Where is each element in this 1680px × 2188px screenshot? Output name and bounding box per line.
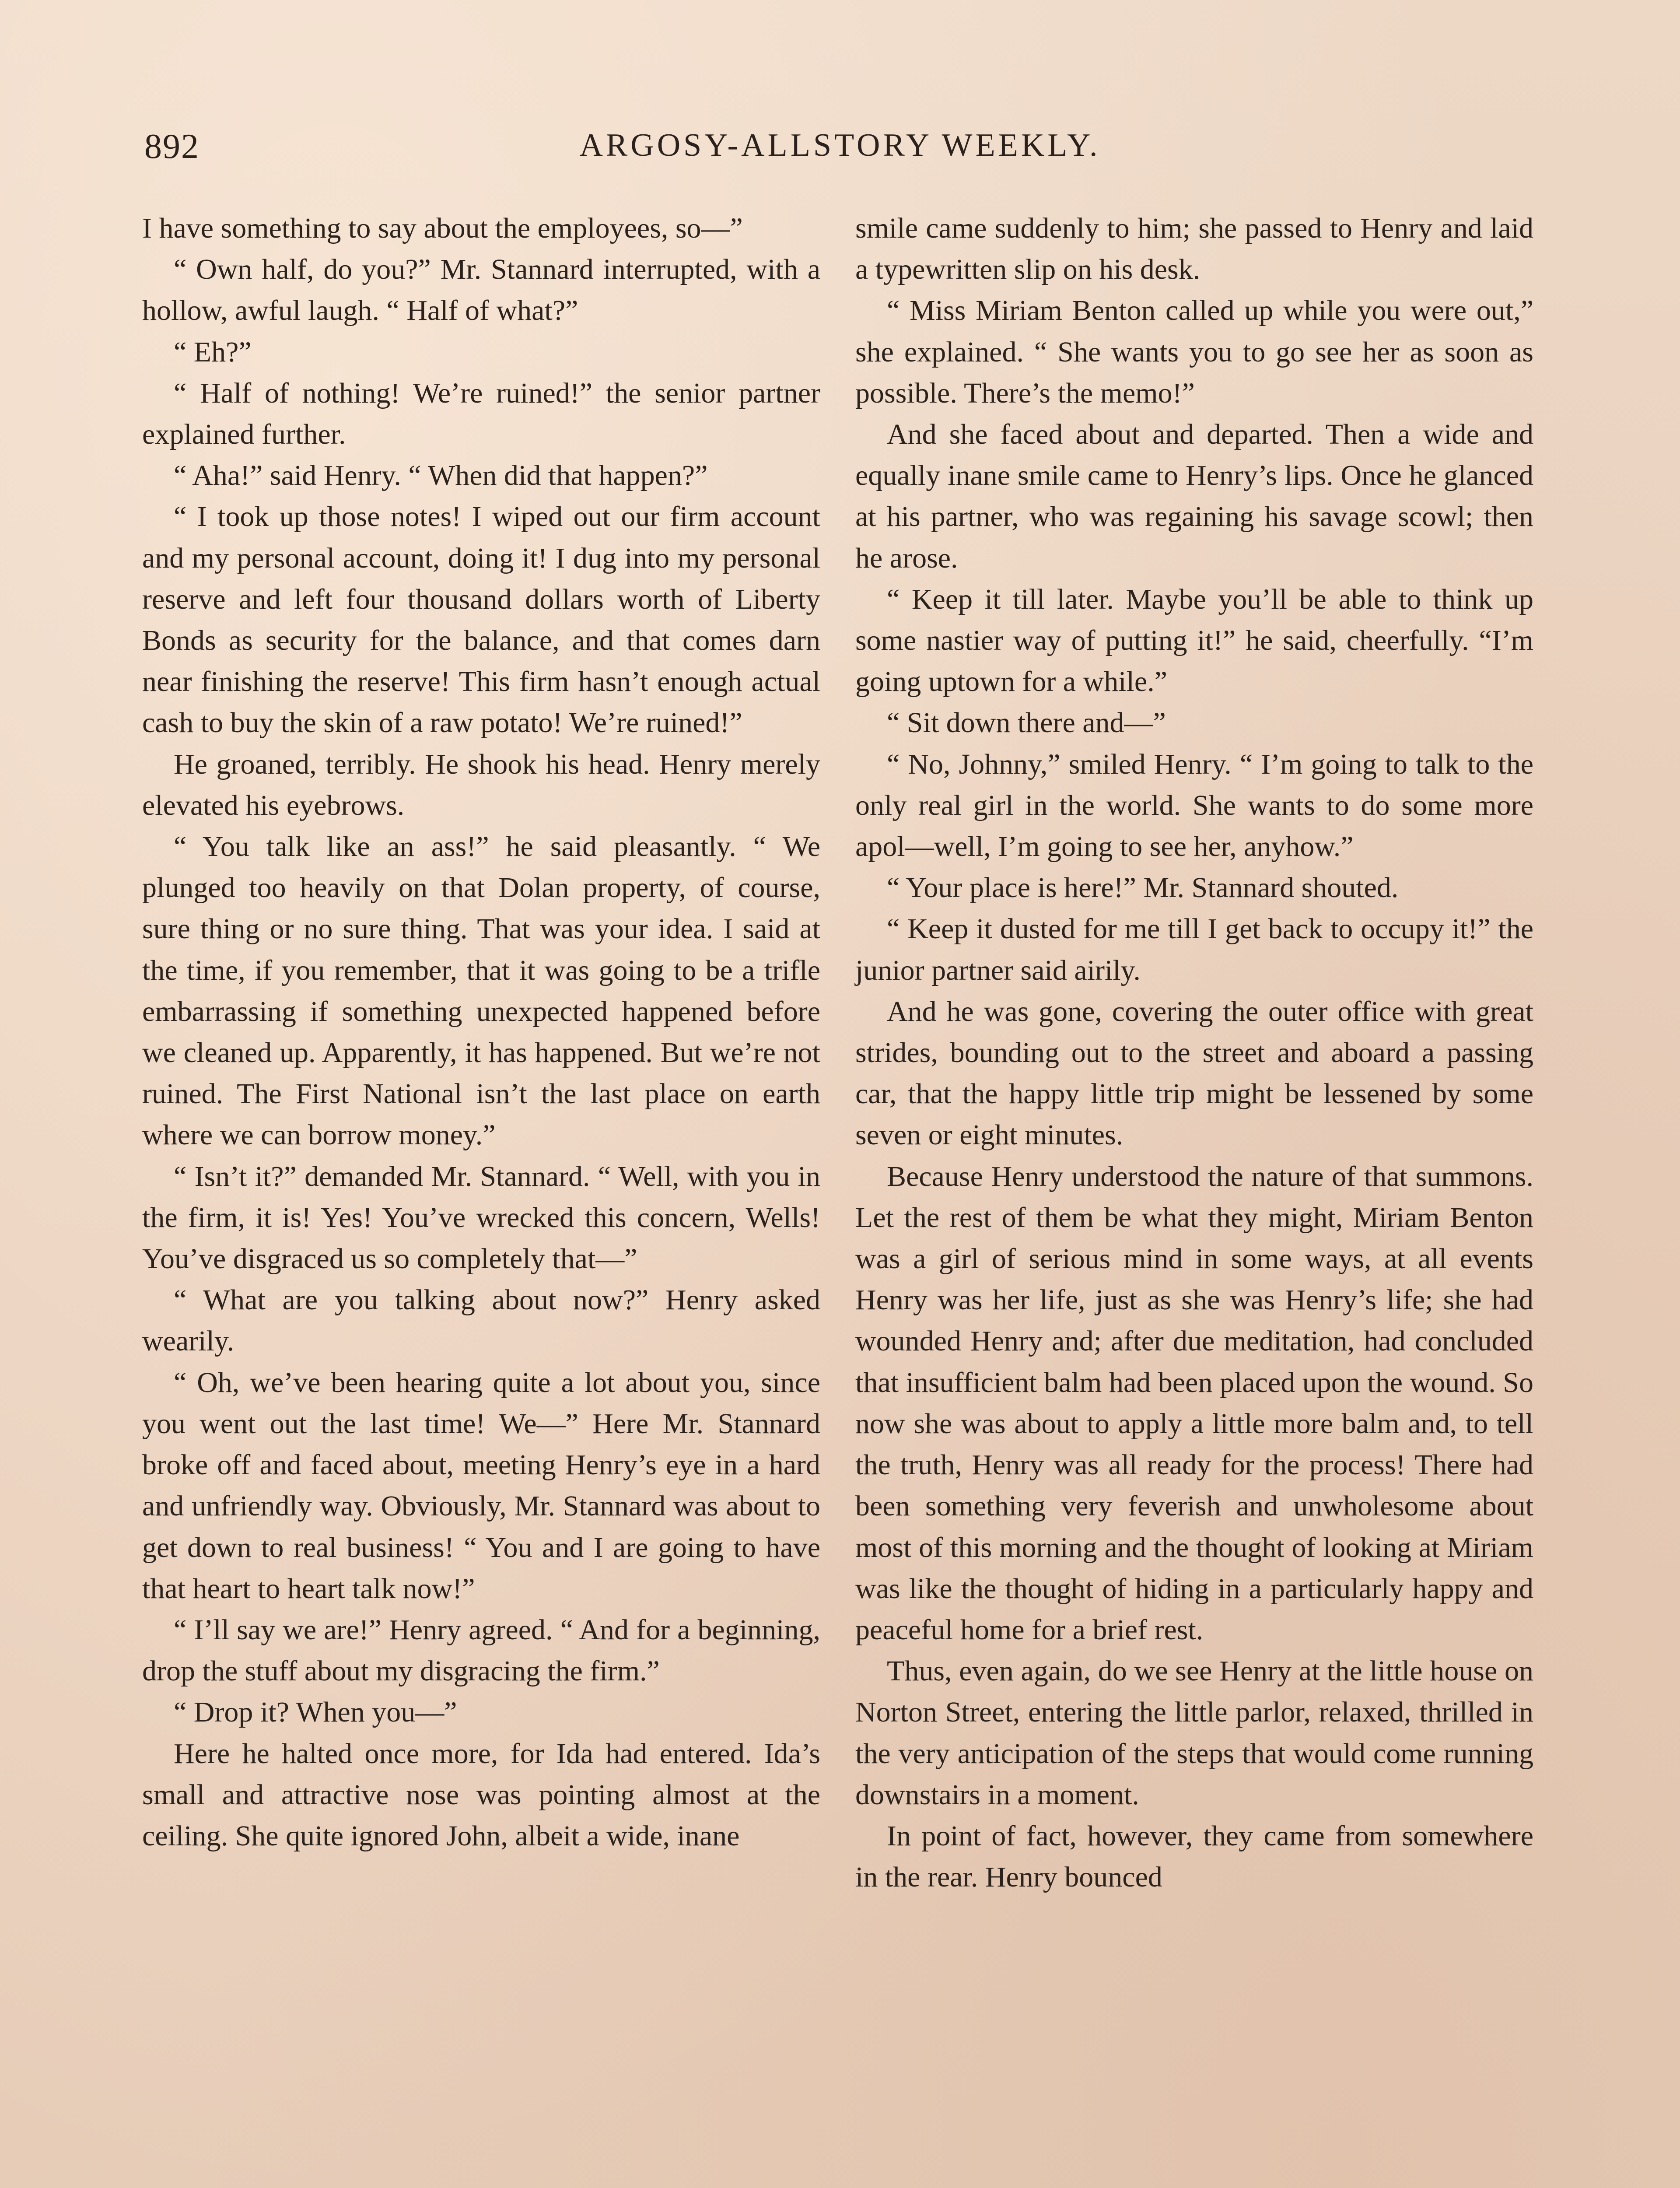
paragraph: “ You talk like an ass!” he said pleasantly. “ We plunged too heavily on that Dolan property, of course, sure thing or no sure thing. That was your idea. I said at the time, if you remember, that it was going to be a trifle embarrassing if something unexpected happened before we cleaned up. Apparently, it has happened. But we’re not ruined. The First National isn’t the last place on earth where we can borrow money.” bbox=[142, 831, 820, 1151]
page-number: 892 bbox=[144, 127, 200, 166]
paragraph: “ I’ll say we are!” Henry agreed. “ And for a beginning, drop the stuff about my disgracing the firm.” bbox=[142, 1613, 820, 1687]
paragraph: “ Keep it dusted for me till I get back to occupy it!” the junior partner said airily. bbox=[855, 913, 1533, 986]
paragraph: In point of fact, however, they came from somewhere in the rear. Henry bounced bbox=[855, 1820, 1533, 1893]
paragraph: “ Your place is here!” Mr. Stannard shouted. bbox=[887, 872, 1399, 904]
paragraph: “ No, Johnny,” smiled Henry. “ I’m going to talk to the only real girl in the world. She wants to do some more apol—well, I’m going to see her, anyhow.” bbox=[855, 748, 1533, 863]
paragraph: Thus, even again, do we see Henry at the little house on Norton Street, entering the little parlor, relaxed, thrilled in the very anticipation of the steps that would come running downstairs in a moment. bbox=[855, 1655, 1533, 1811]
paragraph: “ Isn’t it?” demanded Mr. Stannard. “ Well, with you in the firm, it is! Yes! You’ve wrecked this concern, Wells! You’ve disgraced us so completely that—” bbox=[142, 1160, 820, 1275]
paragraph: “ Half of nothing! We’re ruined!” the senior partner explained further. bbox=[142, 377, 820, 451]
page-header bbox=[144, 127, 1536, 179]
left-text-column bbox=[142, 208, 820, 2188]
paragraph: “ Sit down there and—” bbox=[887, 707, 1166, 739]
paragraph: “ Keep it till later. Maybe you’ll be able to think up some nastier way of putting it!” he said, cheerfully. “I’m going uptown for a while.” bbox=[855, 583, 1533, 698]
running-title: ARGOSY-ALLSTORY WEEKLY. bbox=[579, 127, 1101, 163]
paragraph: “ Oh, we’ve been hearing quite a lot about you, since you went out the last time! We—” Here Mr. Stannard broke off and faced about, meeting Henry’s eye in a hard and unfriendly way. Obviously, Mr. Stannard was about to get down to real business! “ You and I are going to have that heart to heart talk now!” bbox=[142, 1366, 820, 1605]
paragraph: “ I took up those notes! I wiped out our firm account and my personal account, doing it! I dug into my personal reserve and left four thousand dollars worth of Liberty Bonds as security for the balance, and that comes darn near finishing the reserve! This firm hasn’t enough actual cash to buy the skin of a raw potato! We’re ruined!” bbox=[142, 501, 820, 739]
paragraph: “ Own half, do you?” Mr. Stannard interrupted, with a hollow, awful laugh. “ Half of what?” bbox=[142, 253, 820, 327]
paragraph: “ Eh?” bbox=[174, 336, 252, 368]
right-text-column bbox=[855, 208, 1533, 2188]
paragraph: “ Miss Miriam Benton called up while you were out,” she explained. “ She wants you to go see her as soon as possible. There’s the memo!” bbox=[855, 295, 1533, 409]
paragraph: smile came suddenly to him; she passed to Henry and laid a typewritten slip on his desk. bbox=[855, 212, 1533, 286]
paragraph: “ Aha!” said Henry. “ When did that happen?” bbox=[174, 459, 708, 492]
paragraph: He groaned, terribly. He shook his head. Henry merely elevated his eyebrows. bbox=[142, 748, 820, 821]
paragraph: I have something to say about the employees, so—” bbox=[142, 212, 743, 244]
paragraph: Because Henry understood the nature of that summons. Let the rest of them be what they might, Miriam Benton was a girl of serious mind in some ways, at all events Henry was her life, just as she was Henry’s life; she had wounded Henry and; after due meditation, had concluded that insufficient balm had been placed upon the wound. So now she was about to apply a little more balm and, to tell the truth, Henry was all ready for the process! There had been something very feverish and unwholesome about most of this morning and the thought of looking at Miriam was like the thought of hiding in a particularly happy and peaceful home for a brief rest. bbox=[855, 1160, 1533, 1646]
paragraph: “ Drop it? When you—” bbox=[174, 1696, 457, 1729]
paragraph: And he was gone, covering the outer office with great strides, bounding out to the street and aboard a passing car, that the happy little trip might be lessened by some seven or eight minutes. bbox=[855, 995, 1533, 1151]
paragraph: And she faced about and departed. Then a wide and equally inane smile came to Henry’s lips. Once he glanced at his partner, who was regaining his savage scowl; then he arose. bbox=[855, 418, 1533, 574]
paragraph: “ What are you talking about now?” Henry asked wearily. bbox=[142, 1284, 820, 1357]
paragraph: Here he halted once more, for Ida had entered. Ida’s small and attractive nose was pointing almost at the ceiling. She quite ignored John, albeit a wide, inane bbox=[142, 1737, 820, 1852]
